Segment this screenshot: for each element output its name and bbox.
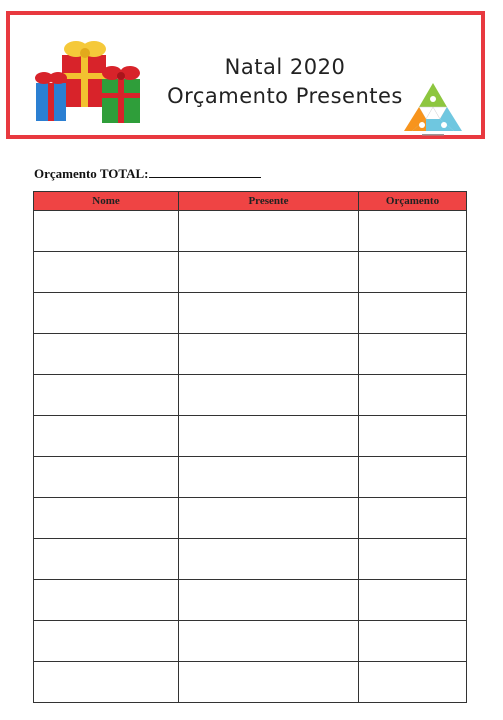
table-row	[34, 457, 467, 498]
budget-total-label: Orçamento TOTAL:	[34, 166, 149, 181]
nome-cell[interactable]	[34, 416, 179, 457]
presente-cell[interactable]	[179, 416, 359, 457]
table-header-row	[34, 192, 467, 211]
presente-cell[interactable]	[179, 334, 359, 375]
orcamento-cell[interactable]	[359, 211, 467, 252]
header-banner	[6, 11, 485, 139]
table-row	[34, 662, 467, 703]
triangle-logo-icon	[402, 81, 464, 137]
nome-cell[interactable]	[34, 580, 179, 621]
column-header-nome: Nome	[34, 192, 179, 211]
presente-cell[interactable]	[179, 211, 359, 252]
budget-table	[33, 191, 467, 703]
table-row	[34, 293, 467, 334]
table-row	[34, 498, 467, 539]
column-header-presente: Presente	[179, 192, 359, 211]
presente-cell[interactable]	[179, 621, 359, 662]
table-row	[34, 539, 467, 580]
presente-cell[interactable]	[179, 662, 359, 703]
presente-cell[interactable]	[179, 293, 359, 334]
orcamento-cell[interactable]	[359, 580, 467, 621]
presente-cell[interactable]	[179, 498, 359, 539]
orcamento-cell[interactable]	[359, 252, 467, 293]
budget-total-blank[interactable]	[149, 165, 261, 178]
table-body	[34, 211, 467, 703]
nome-cell[interactable]	[34, 375, 179, 416]
nome-cell[interactable]	[34, 621, 179, 662]
orcamento-cell[interactable]	[359, 498, 467, 539]
nome-cell[interactable]	[34, 662, 179, 703]
orcamento-cell[interactable]	[359, 621, 467, 662]
table-row	[34, 580, 467, 621]
orcamento-cell[interactable]	[359, 539, 467, 580]
nome-cell[interactable]	[34, 211, 179, 252]
column-header-orcamento: Orçamento	[359, 192, 467, 211]
nome-cell[interactable]	[34, 334, 179, 375]
orcamento-cell[interactable]	[359, 375, 467, 416]
presente-cell[interactable]	[179, 375, 359, 416]
presente-cell[interactable]	[179, 580, 359, 621]
table-row	[34, 211, 467, 252]
orcamento-cell[interactable]	[359, 457, 467, 498]
presente-cell[interactable]	[179, 457, 359, 498]
table-row	[34, 334, 467, 375]
nome-cell[interactable]	[34, 252, 179, 293]
nome-cell[interactable]	[34, 457, 179, 498]
table-row	[34, 621, 467, 662]
presente-cell[interactable]	[179, 539, 359, 580]
table-row	[34, 416, 467, 457]
orcamento-cell[interactable]	[359, 334, 467, 375]
header-title-line1: Natal 2020	[224, 55, 346, 79]
orcamento-cell[interactable]	[359, 662, 467, 703]
orcamento-cell[interactable]	[359, 293, 467, 334]
budget-total-line	[34, 165, 261, 182]
nome-cell[interactable]	[34, 539, 179, 580]
nome-cell[interactable]	[34, 498, 179, 539]
nome-cell[interactable]	[34, 293, 179, 334]
table-row	[34, 252, 467, 293]
header-title-line2: Orçamento Presentes	[167, 84, 403, 108]
table-row	[34, 375, 467, 416]
orcamento-cell[interactable]	[359, 416, 467, 457]
presente-cell[interactable]	[179, 252, 359, 293]
gift-boxes-icon	[28, 33, 148, 129]
